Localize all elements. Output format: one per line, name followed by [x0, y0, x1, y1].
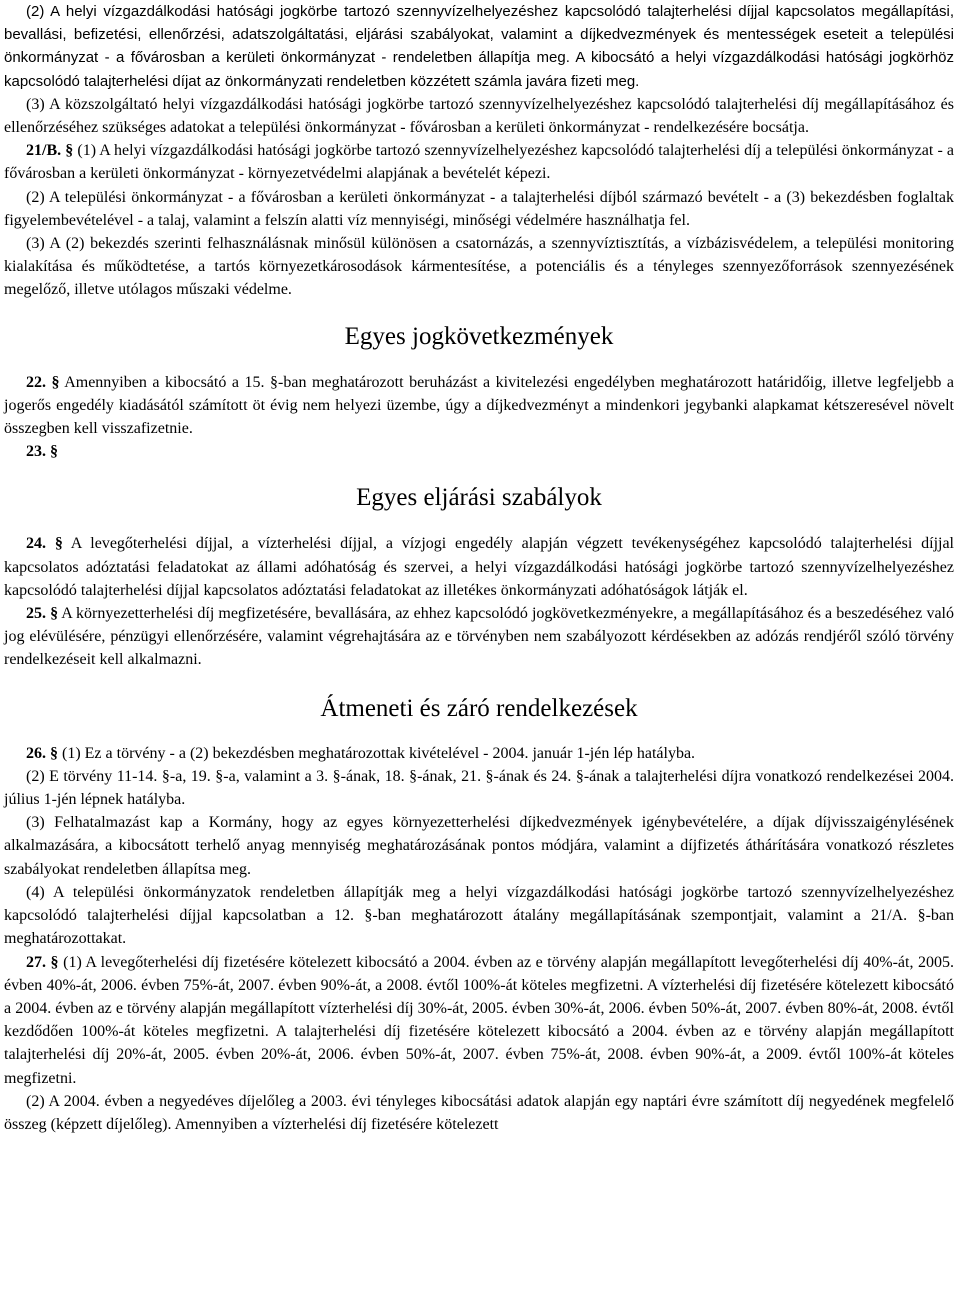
paragraph-26-2: (2) E törvény 11-14. §-a, 19. §-a, valamint a 3. §-ának, 18. §-ának, 21. §-ának és 24. §-ának a talajterhelési díjra vonatkozó rendelkezései 2004. július 1-jén lépnek hatályba.	[4, 767, 954, 809]
paragraph-24	[4, 532, 954, 602]
paragraph-text: A levegőterhelési díjjal, a vízterhelési díjjal, a vízjogi engedély alapján végzett tevékenységéhez kapcsolódó talajterhelési díjjal kapcsolatos adóztatási feladatokat az állami adóhatóság és szervei, a helyi vízgazdálkodási hatósági jogkörbe tartozó szennyvízelhelyezéshez kapcsolódó talajterhelési díjjal kapcsolatos adóztatási feladatokat az illetékes önkormányzati adóhatóságok látják el.	[4, 535, 955, 599]
heading-atmeneti-zaro: Átmeneti és záró rendelkezések	[320, 694, 638, 722]
section-number: 23. §	[26, 443, 58, 461]
paragraph-26-4: (4) A települési önkormányzatok rendeletben állapítják meg a helyi vízgazdálkodási hatósági jogkörbe tartozó szennyvízelhelyezéshez kapcsolódó talajterhelési díjjal kapcsolatban a 12. §-ban meghatározott átalány megállapításának szempontjait, valamint a 21/A. §-ban meghatározottakat.	[4, 883, 954, 948]
section-number: 21/B. §	[26, 142, 74, 160]
paragraph-21b-1	[4, 139, 954, 185]
paragraph-21b-3: (3) A (2) bekezdés szerinti felhasználásnak minősül különösen a csatornázás, a szennyvíztisztítás, a vízbázisvédelem, a települési monitoring kialakítása és működtetése, a tartós környezetkárosodások kármentesítése, a potenciális és a tényleges szennyezőforrások szennyezésének megelőző, illetve utólagos műszaki védelme.	[4, 235, 954, 299]
paragraph-text: Amennyiben a kibocsátó a 15. §-ban meghatározott beruházást a kivitelezési engedélyben meghatározott határidőig, illetve legfeljebb a jogerős engedély kiadásától számított öt évig nem helyezi üzembe, úgy a díjkedvezményt a mindenkori jegybanki alapkamat kétszeresével növelt összegben kell visszafizetnie.	[4, 373, 955, 438]
paragraph-21b-2: (2) A települési önkormányzat - a fővárosban a kerületi önkormányzat - a talajterhelési díjból származó bevételt - a (3) bekezdésben foglaltak figyelembevételével - a talaj, valamint a felszín alatti víz mennyiségi, minőségi védelmére használhatja fel.	[4, 188, 954, 229]
paragraph-27-2: (2) A 2004. évben a negyedéves díjelőleg a 2003. évi tényleges kibocsátási adatok alapján egy naptári évre számított díj negyedének megfelelő összeg (képzett díjelőleg). Amennyiben a vízterhelési díj fizetésére kötelezett	[4, 1092, 954, 1133]
paragraph-25	[4, 602, 954, 672]
section-number: 25. §	[26, 605, 59, 623]
paragraph-27-1	[4, 951, 954, 1090]
paragraph-26-1	[4, 742, 954, 765]
paragraph-text: (1) Ez a törvény - a (2) bekezdésben meghatározottak kivételével - 2004. január 1-jén lép hatályba.	[58, 744, 696, 762]
paragraph-21a-3: (3) A közszolgáltató helyi vízgazdálkodási hatósági jogkörbe tartozó szennyvízelhelyezéshez kapcsolódó talajterhelési díj megállapításához és ellenőrzéséhez szükséges adatokat a települési önkormányzat - fővárosban a kerületi önkormányzat - rendelkezésére bocsátja.	[4, 95, 954, 137]
heading-jogkovetkezmenyek: Egyes jogkövetkezmények	[344, 322, 614, 350]
paragraph-22	[4, 371, 954, 441]
section-number: 24. §	[26, 535, 63, 553]
paragraph-21a-2: (2) A helyi vízgazdálkodási hatósági jogkörbe tartozó szennyvízelhelyezéshez kapcsolódó talajterhelési díjjal kapcsolatos megállapítási, bevallási, befizetési, ellenőrzési, adatszolgáltatási, eljárási szabályokat, valamint a díjkedvezmények és mentességek eseteit a települési önkormányzat - a fővárosban a kerületi önkormányzat - rendeletben állapítja meg. A kibocsátó a helyi vízgazdálkodási hatósági jogkörhöz kapcsolódó talajterhelési díjat az önkormányzati rendeletben közzétett számla javára fizeti meg.	[4, 3, 954, 90]
paragraph-26-3: (3) Felhatalmazást kap a Kormány, hogy az egyes környezetterhelési díjkedvezmények igénybevételére, a díjak díjvisszaigénylésének alkalmazására, a kibocsátott terhelő anyag mennyiség meghatározásának pontos módjára, valamint a díjfizetés áthárítására vonatkozó részletes szabályokat rendeletben állapítsa meg.	[4, 814, 954, 878]
paragraph-text: A környezetterhelési díj megfizetésére, bevallására, az ehhez kapcsolódó jogkövetkezményekre, a megállapításához és a beszedéséhez való jog elévülésére, pénzügyi ellenőrzésére, valamint végrehajtására az e törvényben nem szabályozott kérdésekben az adózás rendjéről szóló törvény rendelkezéseit kell alkalmazni.	[4, 605, 955, 669]
paragraph-text: (1) A helyi vízgazdálkodási hatósági jogkörbe tartozó szennyvízelhelyezéshez kapcsolódó talajterhelési díj a települési önkormányzat - a fővárosban a kerületi önkormányzat - környezetvédelmi alapjának a bevételét képezi.	[4, 142, 955, 183]
paragraph-text: (1) A levegőterhelési díj fizetésére kötelezett kibocsátó a 2004. évben az e törvény alapján megállapított levegőterhelési díj 40%-át, 2005. évben 40%-át, 2006. évben 75%-át, 2007. évben 90%-át, a 2008. évtől 100%-át köteles megfizetni. A vízterhelési díj fizetésére kötelezett kibocsátó a 2004. évben az e törvény alapján megállapított vízterhelési díj 30%-át, 2005. évben 30%-át, 2006. évben 50%-át, 2007. évben 80%-át, 2008. évtől kezdődően 100%-át köteles megfizetni. A talajterhelési díj fizetésére kötelezett kibocsátó a 2004. évben az e törvény alapján megállapított talajterhelési díj 20%-át, 2005. évben 20%-át, 2006. évben 50%-át, 2007. évben 75%-át, 2008. évben 90%-át, a 2009. évtől 100%-át köteles megfizetni.	[4, 953, 955, 1087]
section-number: 27. §	[26, 953, 59, 971]
section-number: 22. §	[26, 373, 60, 391]
paragraph-23	[4, 440, 954, 463]
heading-eljarasi-szabalyok: Egyes eljárási szabályok	[356, 484, 602, 512]
section-number: 26. §	[26, 744, 58, 762]
